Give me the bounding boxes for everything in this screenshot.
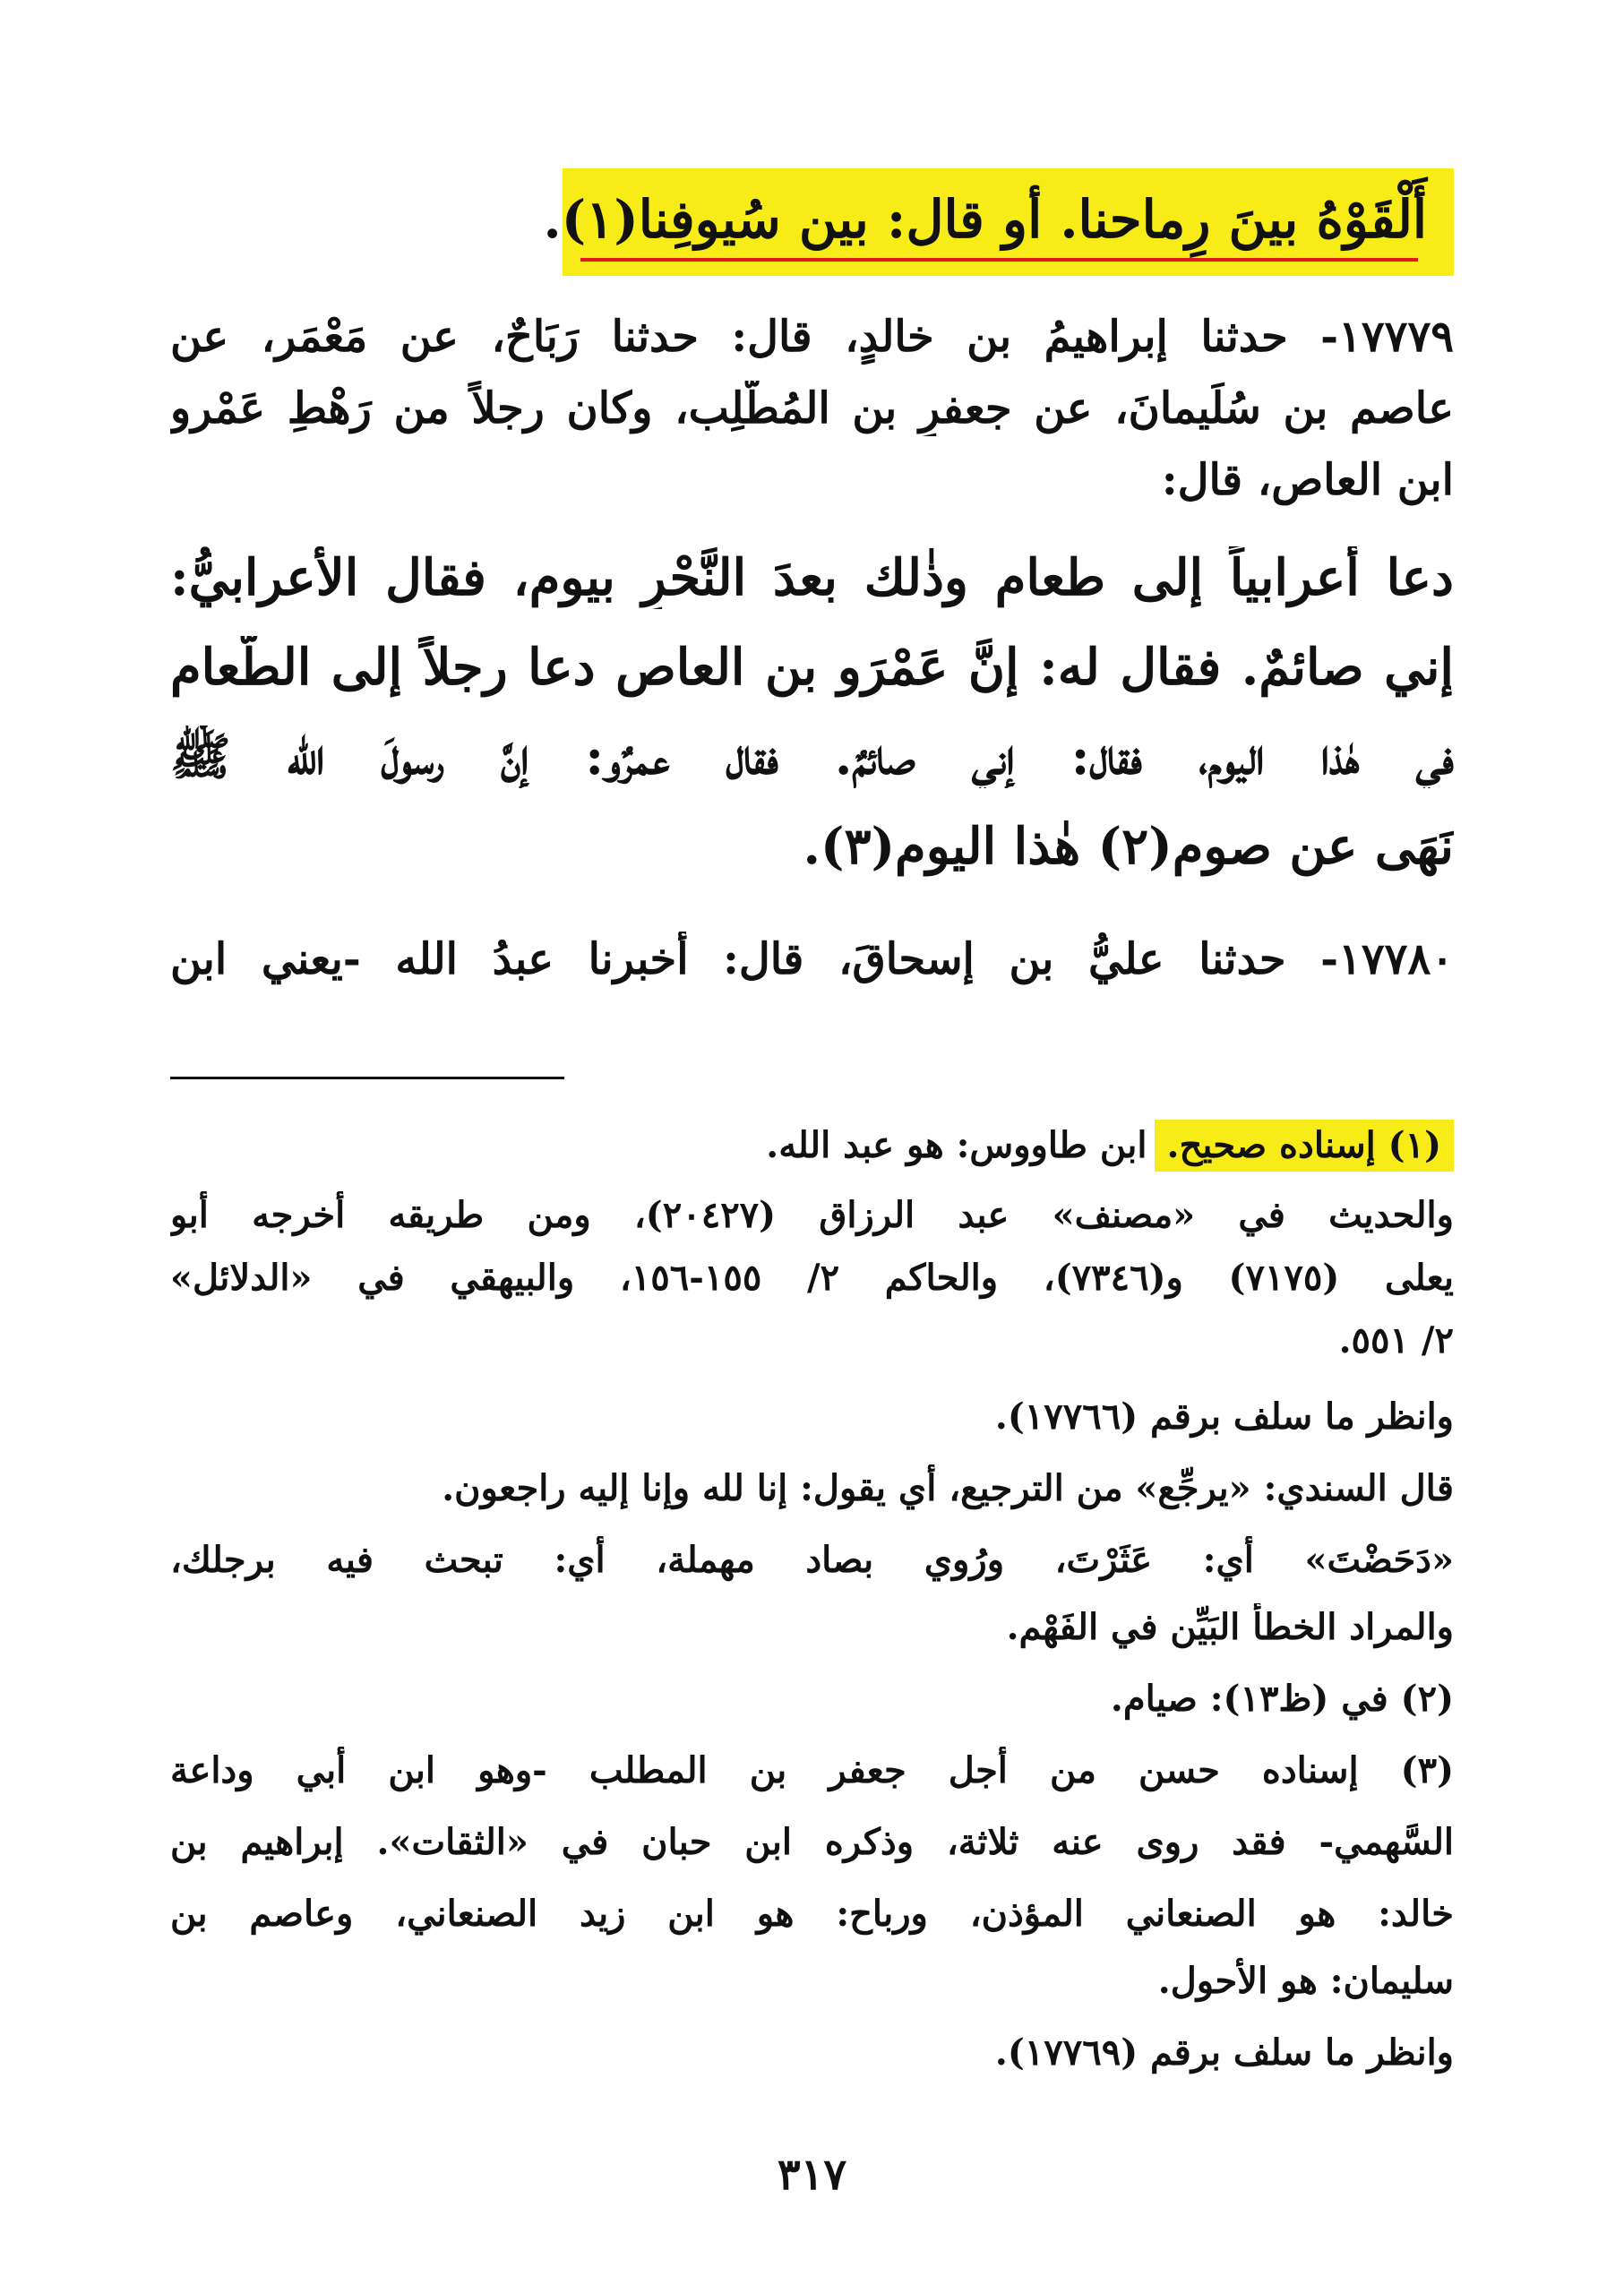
footnote-3-line-3: خالد: هو الصنعاني المؤذن، ورباح: هو ابن زيد الصنعاني، وعاصم بن <box>170 1893 1454 1935</box>
footnote-line-1: والحديث في «مصنف» عبد الرزاق (٢٠٤٢٧)، ومن طريقه أخرجه أبو <box>170 1194 1454 1236</box>
hadith-17779-text-4: نَهَى عن صومِ(٢) هٰذا اليومِ(٣). <box>803 817 1454 876</box>
hadith-17779-text-1: دعا أعرابياً إلى طعامٍ وذٰلك بعدَ النَّحْرِ بيومٍ، فقال الأعرابيُّ: <box>170 548 1454 607</box>
header-line: أَلْقَوْهُ بينَ رِماحنا. أو قال: بين سُيوفِنا(١). <box>543 189 1427 250</box>
hadith-17780-line: ١٧٧٨٠- حدثنا عليُّ بن إسحاقَ، قال: أخبرنا عبدُ الله -يعني ابن <box>170 934 1454 984</box>
footnote-line-7: والمراد الخطأ البَيِّن في الفَهْم. <box>1006 1606 1454 1648</box>
footnote-line-4: وانظر ما سلف برقم (١٧٧٦٦). <box>994 1396 1454 1438</box>
footnote-separator <box>170 1077 564 1079</box>
hadith-17779-line-3: ابن العاص، قال: <box>1161 455 1454 505</box>
footnote-1-rest: ابن طاووس: هو عبد الله. <box>766 1124 1147 1166</box>
footnote-3-line-1: (٣) إسناده حسن من أجل جعفر بن المطلب -وهو ابن أبي وداعة <box>170 1749 1454 1791</box>
page-number: ٣١٧ <box>777 2150 847 2200</box>
footnote-line-5: قال السندي: «يرجِّع» من الترجيع، أي يقول: إنا لله وإنا إليه راجعون. <box>442 1467 1454 1509</box>
red-underline <box>580 258 1418 262</box>
footnote-line-2: يعلى (٧١٧٥) و(٧٣٤٦)، والحاكم ٢/ ١٥٥-١٥٦، والبيهقي في «الدلائل» <box>170 1257 1454 1299</box>
hadith-17779-line-2: عاصم بن سُلَيمانَ، عن جعفرِ بن المُطَّلِب، وكان رجلاً من رَهْطِ عَمْرو <box>170 383 1454 434</box>
footnote-1-line <box>170 1120 1454 1172</box>
footnote-3-line-5: وانظر ما سلف برقم (١٧٧٦٩). <box>994 2031 1454 2074</box>
footnote-2-line: (٢) في (ظ١٣): صيام. <box>1110 1678 1454 1720</box>
footnote-3-line-4: سليمان: هو الأحول. <box>1157 1960 1454 2002</box>
footnote-1-highlight: (١) إسناده صحيح. <box>1155 1120 1454 1172</box>
hadith-17779-text-2: إني صائمٌ. فقال له: إنَّ عَمْرَو بن العاص دعا رجلاً إلى الطَّعام <box>170 638 1454 697</box>
footnote-3-line-2: السَّهمي- فقد روى عنه ثلاثة، وذكره ابن حبان في «الثقات». إبراهيم بن <box>170 1821 1454 1863</box>
hadith-17779-line-1: ١٧٧٧٩- حدثنا إبراهيمُ بن خالدٍ، قال: حدثنا رَبَاحٌ، عن مَعْمَر، عن <box>170 312 1454 362</box>
hadith-17779-text-3: في هٰذا اليومِ، فقال: إني صائمٌ. فقال عمرٌو: إنَّ رسولَ الله ﷺ <box>170 727 1454 786</box>
footnote-line-6: «دَحَضْتَ» أي: عَثَرْتَ، ورُوي بصاد مهملة، أي: تبحث فيه برجلك، <box>170 1539 1454 1581</box>
footnote-line-3: ٢/ ٥٥١. <box>1338 1319 1454 1361</box>
